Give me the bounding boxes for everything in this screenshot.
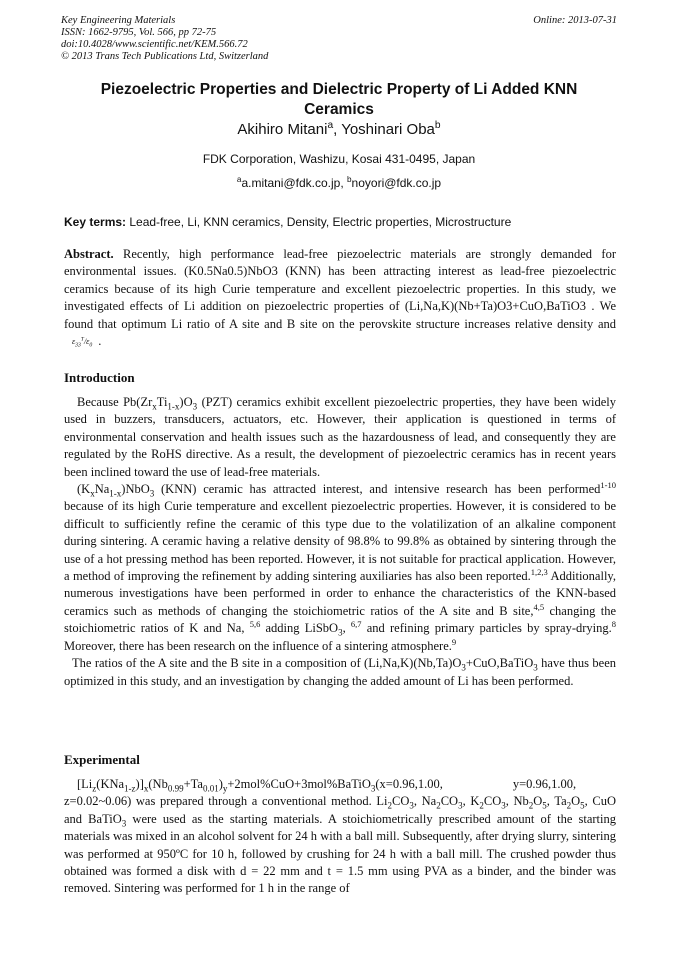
author-affil-mark: a <box>327 120 334 131</box>
paragraph: The ratios of the A site and the B site in a composition of $(Li,Na,K)(Nb,Ta)O_3+CuO,BaTiO_3$ have thus been optimized in this study, and an investigation by changing the added amount of Li has been performed. <box>64 656 617 688</box>
author-name: Yoshinari Oba <box>341 121 435 138</box>
paper-title: Piezoelectric Properties and Dielectric Property of Li Added KNN Ceramics <box>100 81 578 118</box>
author-line <box>60 120 618 140</box>
key-terms-label: Key terms: <box>64 215 127 229</box>
key-terms <box>64 214 616 230</box>
copyright-line: © 2013 Trans Tech Publications Ltd, Switzerland <box>61 51 269 62</box>
author-separator: , <box>333 121 342 138</box>
experimental-heading: Experimental <box>64 752 140 767</box>
affiliation: FDK Corporation, Washizu, Kosai 431-0495, Japan <box>202 152 476 166</box>
author-affil-mark: b <box>434 120 441 131</box>
online-date: Online: 2013-07-31 <box>533 15 617 26</box>
paragraph: $[Li_z(KNa_{1-z})]_x(Nb_{0.99}+Ta_{0.01})_y+2mol\%CuO+3mol\%BaTiO_3(x=0.96,1.00$, y=0.96,1.00, z=0.02~0.06) was prepared through a conventional method. $Li_2CO_3$, $Na_2CO_3$, $K_2CO_3$, $Nb_2O_5$, $Ta_2O_5$, CuO and BaTiO$_3$ were used as the starting materials. A stoichiometrically prescribed amount of the starting materials was mixed in an alcohol solvent for 24 h with a ball mill. Subsequently, after drying slurry, sintering was performed at 950ºC for 10 h, followed by crushing for 24 h with a ball mill. The crushed powder thus obtained was formed a disk with d = 22 mm and t = 1.5 mm using PVA as a binder, and the binder was removed. Sintering was performed for 1 h in the range of <box>64 777 617 896</box>
email-link[interactable]: a.mitani@fdk.co.jp, <box>241 176 347 190</box>
introduction-body <box>64 394 616 690</box>
email-link[interactable]: noyori@fdk.co.jp <box>351 176 442 190</box>
doi-line: doi:10.4028/www.scientific.net/KEM.566.72 <box>61 39 248 50</box>
author-name: Akihiro Mitani <box>237 121 328 138</box>
introduction-heading: Introduction <box>64 370 135 385</box>
journal-name: Key Engineering Materials <box>61 15 176 26</box>
abstract-label: Abstract. <box>64 247 114 261</box>
paragraph: Because $Pb(Zr_xTi_{1-x})O_3$ (PZT) ceramics exhibit excellent piezoelectric properties, they have been widely used in buzzers, transducers, actuators, etc. However, their application is questioned in terms of environmental conservation and health issues such as the hazardousness of lead, and consequently they are regulated by the RoHS directive. As a result, the development of piezoelectric ceramics has in recent years been inclined toward the use of lead-free materials. <box>64 395 616 479</box>
experimental-body <box>64 776 616 898</box>
abstract: Abstract. Recently, high performance lead-free piezoelectric materials are strongly demanded for environmental issues. (K0.5Na0.5)NbO3 (KNN) has been attracting interest as lead-free piezoelectric ceramics because of its high Curie temperature and excellent piezoelectric properties. In this study, we investigated effects of Li addition on piezoelectric properties of (Li,Na,K)(Nb+Ta)O3+CuO,BaTiO3 . We found that optimum Li ratio of A site and B site on the perovskite structure increases relative density $and\varepsilon_{33}^T/\varepsilon_0$ . <box>64 247 616 350</box>
email-line: $^a$a.mitani@fdk.co.jp, $^b$noyori@fdk.co.jp <box>236 175 442 190</box>
paragraph: $(K_xNa_{1-x})NbO_3$ (KNN) ceramic has attracted interest, and intensive research has been performed$^{1-10}$ because of its high Curie temperature and excellent piezoelectric properties. However, it is considered to be difficult to sufficiently refine the ceramic of this type due to the volatilization of an alkaline component during sintering. A ceramic having a relative density of 98.8% to 99.8% as obtained by sintering through the use of a hot pressing method has been reported. However, it is not suitable for practical application. However, a method of improving the refinement by adding sintering auxiliaries has also been reported.$^{1,2,3}$ Additionally, numerous investigations have been performed in order to enhance the characteristics of the KNN-based ceramics such as methods of changing the stoichiometric ratios of the A site and B site,$^{4,5}$ changing the stoichiometric ratios of K and Na, $^{5,6}$ adding LiSbO$_3$, $^{6,7}$ and refining primary particles by spray-drying.$^8$ Moreover, there has been research on the influence of a sintering atmosphere.$^9$ <box>64 479 617 653</box>
permittivity-formula: $\varepsilon_{33}^T/\varepsilon_0$ <box>72 336 93 350</box>
issn-line: ISSN: 1662-9795, Vol. 566, pp 72-75 <box>61 27 217 38</box>
journal-header <box>61 15 617 63</box>
key-terms-text: Lead-free, Li, KNN ceramics, Density, Electric properties, Microstructure <box>126 215 512 229</box>
abstract-text: Recently, high performance lead-free piezoelectric materials are strongly demanded for environmental issues. (K0.5Na0.5)NbO3 (KNN) has been attracting interest as lead-free piezoelectric ceramics because of its high Curie temperature and excellent piezoelectric properties. In this study, we investigated effects of Li addition on piezoelectric properties of (Li,Na,K)(Nb+Ta)O3+CuO,BaTiO3 . We found that optimum Li ratio of A site and B site on the perovskite structure increases relative density and <box>64 247 616 331</box>
